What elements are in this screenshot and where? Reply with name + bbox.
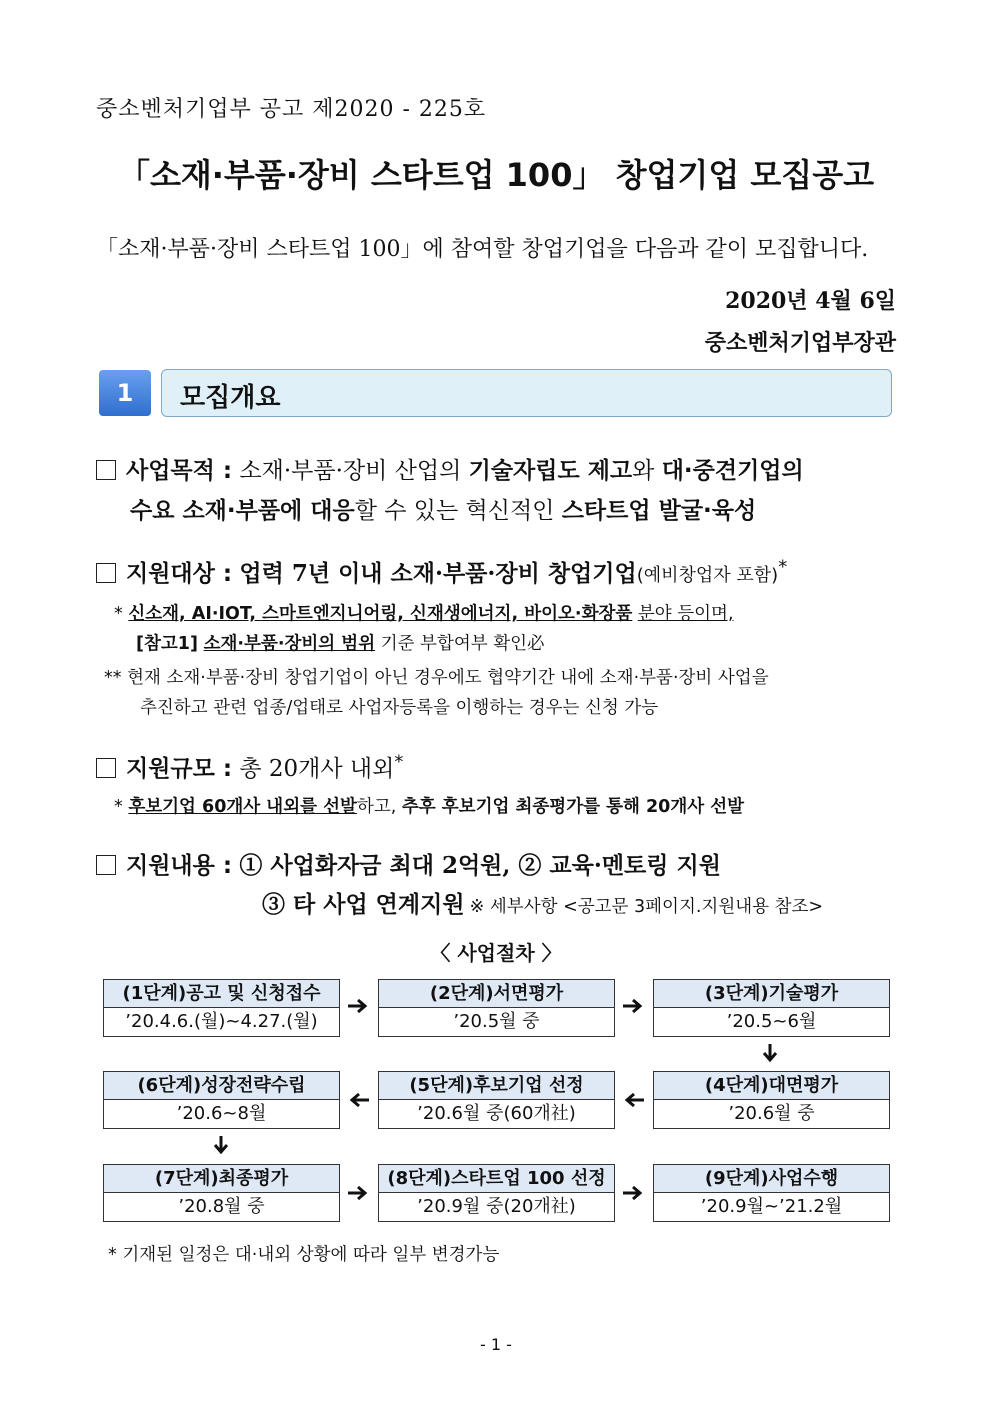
process-title: 〈 사업절차 〉 (430, 941, 562, 965)
process-step-1 (103, 979, 340, 1037)
step-header: (7단계)최종평가 (104, 1165, 339, 1193)
purpose-text-3: 와 (632, 458, 655, 484)
step-header: (8단계)스타트업 100 선정 (379, 1165, 614, 1193)
checkbox-icon (96, 460, 116, 480)
intro-text: 「소재·부품·장비 스타트업 100」에 참여할 창업기업을 다음과 같이 모집합니다. (96, 237, 869, 262)
step-header: (1단계)공고 및 신청접수 (104, 980, 339, 1008)
content-label: 지원내용 : (126, 853, 233, 879)
purpose-text-7: 스타트업 발굴·육성 (561, 498, 757, 524)
target-paren: (예비창업자 포함) (636, 565, 779, 586)
step-header: (5단계)후보기업 선정 (379, 1072, 614, 1100)
step-header: (6단계)성장전략수립 (104, 1072, 339, 1100)
reference-title: 소재·부품·장비의 범위 (203, 634, 376, 654)
target-note-2a (104, 664, 769, 689)
purpose-line-1 (96, 452, 906, 485)
scale-note-c: 추후 후보기업 최종평가를 통해 20개사 선발 (401, 797, 745, 817)
scale-mark: * (394, 751, 404, 773)
content-note: ※ 세부사항 <공고문 3페이지.지원내용 참조> (469, 897, 824, 917)
checkbox-icon (96, 855, 116, 875)
scale-note-b: 하고, (356, 797, 397, 817)
arrow-right-icon (346, 996, 370, 1016)
process-step-6 (103, 1071, 340, 1129)
process-step-9 (653, 1164, 890, 1222)
process-step-7 (103, 1164, 340, 1222)
purpose-label: 사업목적 : (126, 458, 233, 484)
step-header: (9단계)사업수행 (654, 1165, 889, 1193)
arrow-right-icon (346, 1183, 370, 1203)
content-line-1 (96, 847, 721, 880)
purpose-text-1: 소재·부품·장비 산업의 (239, 458, 462, 484)
step-date: ’20.5~6월 (726, 1011, 817, 1032)
step-header: (3단계)기술평가 (654, 980, 889, 1008)
target-note-1b (136, 630, 545, 655)
step-date: ’20.9월~’21.2월 (700, 1196, 843, 1217)
process-step-4 (653, 1071, 890, 1129)
arrow-left-icon (622, 1090, 646, 1110)
content-line-2 (262, 886, 823, 919)
notice-number: 중소벤처기업부 공고 제2020 - 225호 (96, 97, 487, 122)
step-date: ’20.4.6.(월)~4.27.(월) (125, 1011, 318, 1032)
reference-text: 기준 부합여부 확인必 (380, 634, 545, 654)
scale-note (114, 793, 744, 818)
process-step-5 (378, 1071, 615, 1129)
target-mark: * (778, 556, 788, 578)
target-line (96, 555, 787, 588)
step-date: ’20.5월 중 (453, 1011, 540, 1032)
target-note-1a (114, 600, 734, 625)
section-number-badge: 1 (99, 370, 151, 416)
step-header: (2단계)서면평가 (379, 980, 614, 1008)
issuer: 중소벤처기업부장관 (704, 330, 896, 356)
note-star: ** (104, 668, 122, 688)
purpose-text-2: 기술자립도 제고 (468, 458, 633, 484)
scale-line (96, 750, 403, 783)
step-date: ’20.9월 중(20개社) (417, 1196, 576, 1217)
process-step-3 (653, 979, 890, 1037)
arrow-down-icon (760, 1042, 780, 1064)
step-date: ’20.6월 중(60개社) (417, 1103, 576, 1124)
reference-tag: [참고1] (136, 634, 198, 654)
note-star: * (114, 797, 123, 817)
purpose-text-5: 수요 소재·부품에 대응 (130, 498, 355, 524)
target-note-fields: 신소재, AI·IOT, 스마트엔지니어링, 신재생에너지, 바이오·화장품 (128, 604, 633, 624)
page-number: - 1 - (480, 1335, 512, 1354)
arrow-left-icon (347, 1090, 371, 1110)
target-text: 업력 7년 이내 소재·부품·장비 창업기업 (239, 560, 637, 587)
content-text-2: ③ 타 사업 연계지원 (262, 891, 465, 918)
checkbox-icon (96, 563, 116, 583)
target-label: 지원대상 : (126, 561, 233, 587)
step-date: ’20.6월 중 (728, 1103, 815, 1124)
purpose-line-2 (130, 492, 756, 525)
purpose-text-6: 할 수 있는 혁신적인 (354, 498, 555, 524)
step-header: (4단계)대면평가 (654, 1072, 889, 1100)
arrow-right-icon (621, 1183, 645, 1203)
target-note-2a-text: 현재 소재·부품·장비 창업기업이 아닌 경우에도 협약기간 내에 소재·부품·장비 사업을 (127, 668, 769, 688)
process-step-8 (378, 1164, 615, 1222)
step-date: ’20.6~8월 (176, 1103, 267, 1124)
process-footnote: * 기재된 일정은 대·내외 상황에 따라 일부 변경가능 (108, 1245, 500, 1265)
scale-text: 총 20개사 내외 (239, 756, 395, 782)
note-star: * (114, 604, 123, 624)
content-text-1: ① 사업화자금 최대 2억원, ② 교육·멘토링 지원 (239, 852, 721, 879)
arrow-right-icon (621, 996, 645, 1016)
target-note-fields-tail: 분야 등이며, (637, 604, 734, 624)
process-step-2 (378, 979, 615, 1037)
scale-label: 지원규모 : (126, 756, 233, 782)
target-note-2b: 추진하고 관련 업종/업태로 사업자등록을 이행하는 경우는 신청 가능 (140, 698, 659, 718)
page-title: 「소재·부품·장비 스타트업 100」 창업기업 모집공고 (117, 156, 875, 194)
scale-note-a: 후보기업 60개사 내외를 선발 (128, 797, 357, 817)
step-date: ’20.8월 중 (178, 1196, 265, 1217)
purpose-text-4: 대·중견기업의 (661, 458, 804, 484)
checkbox-icon (96, 758, 116, 778)
arrow-down-icon (211, 1134, 231, 1156)
section-title: 모집개요 (180, 383, 281, 413)
announcement-date: 2020년 4월 6일 (725, 288, 896, 314)
